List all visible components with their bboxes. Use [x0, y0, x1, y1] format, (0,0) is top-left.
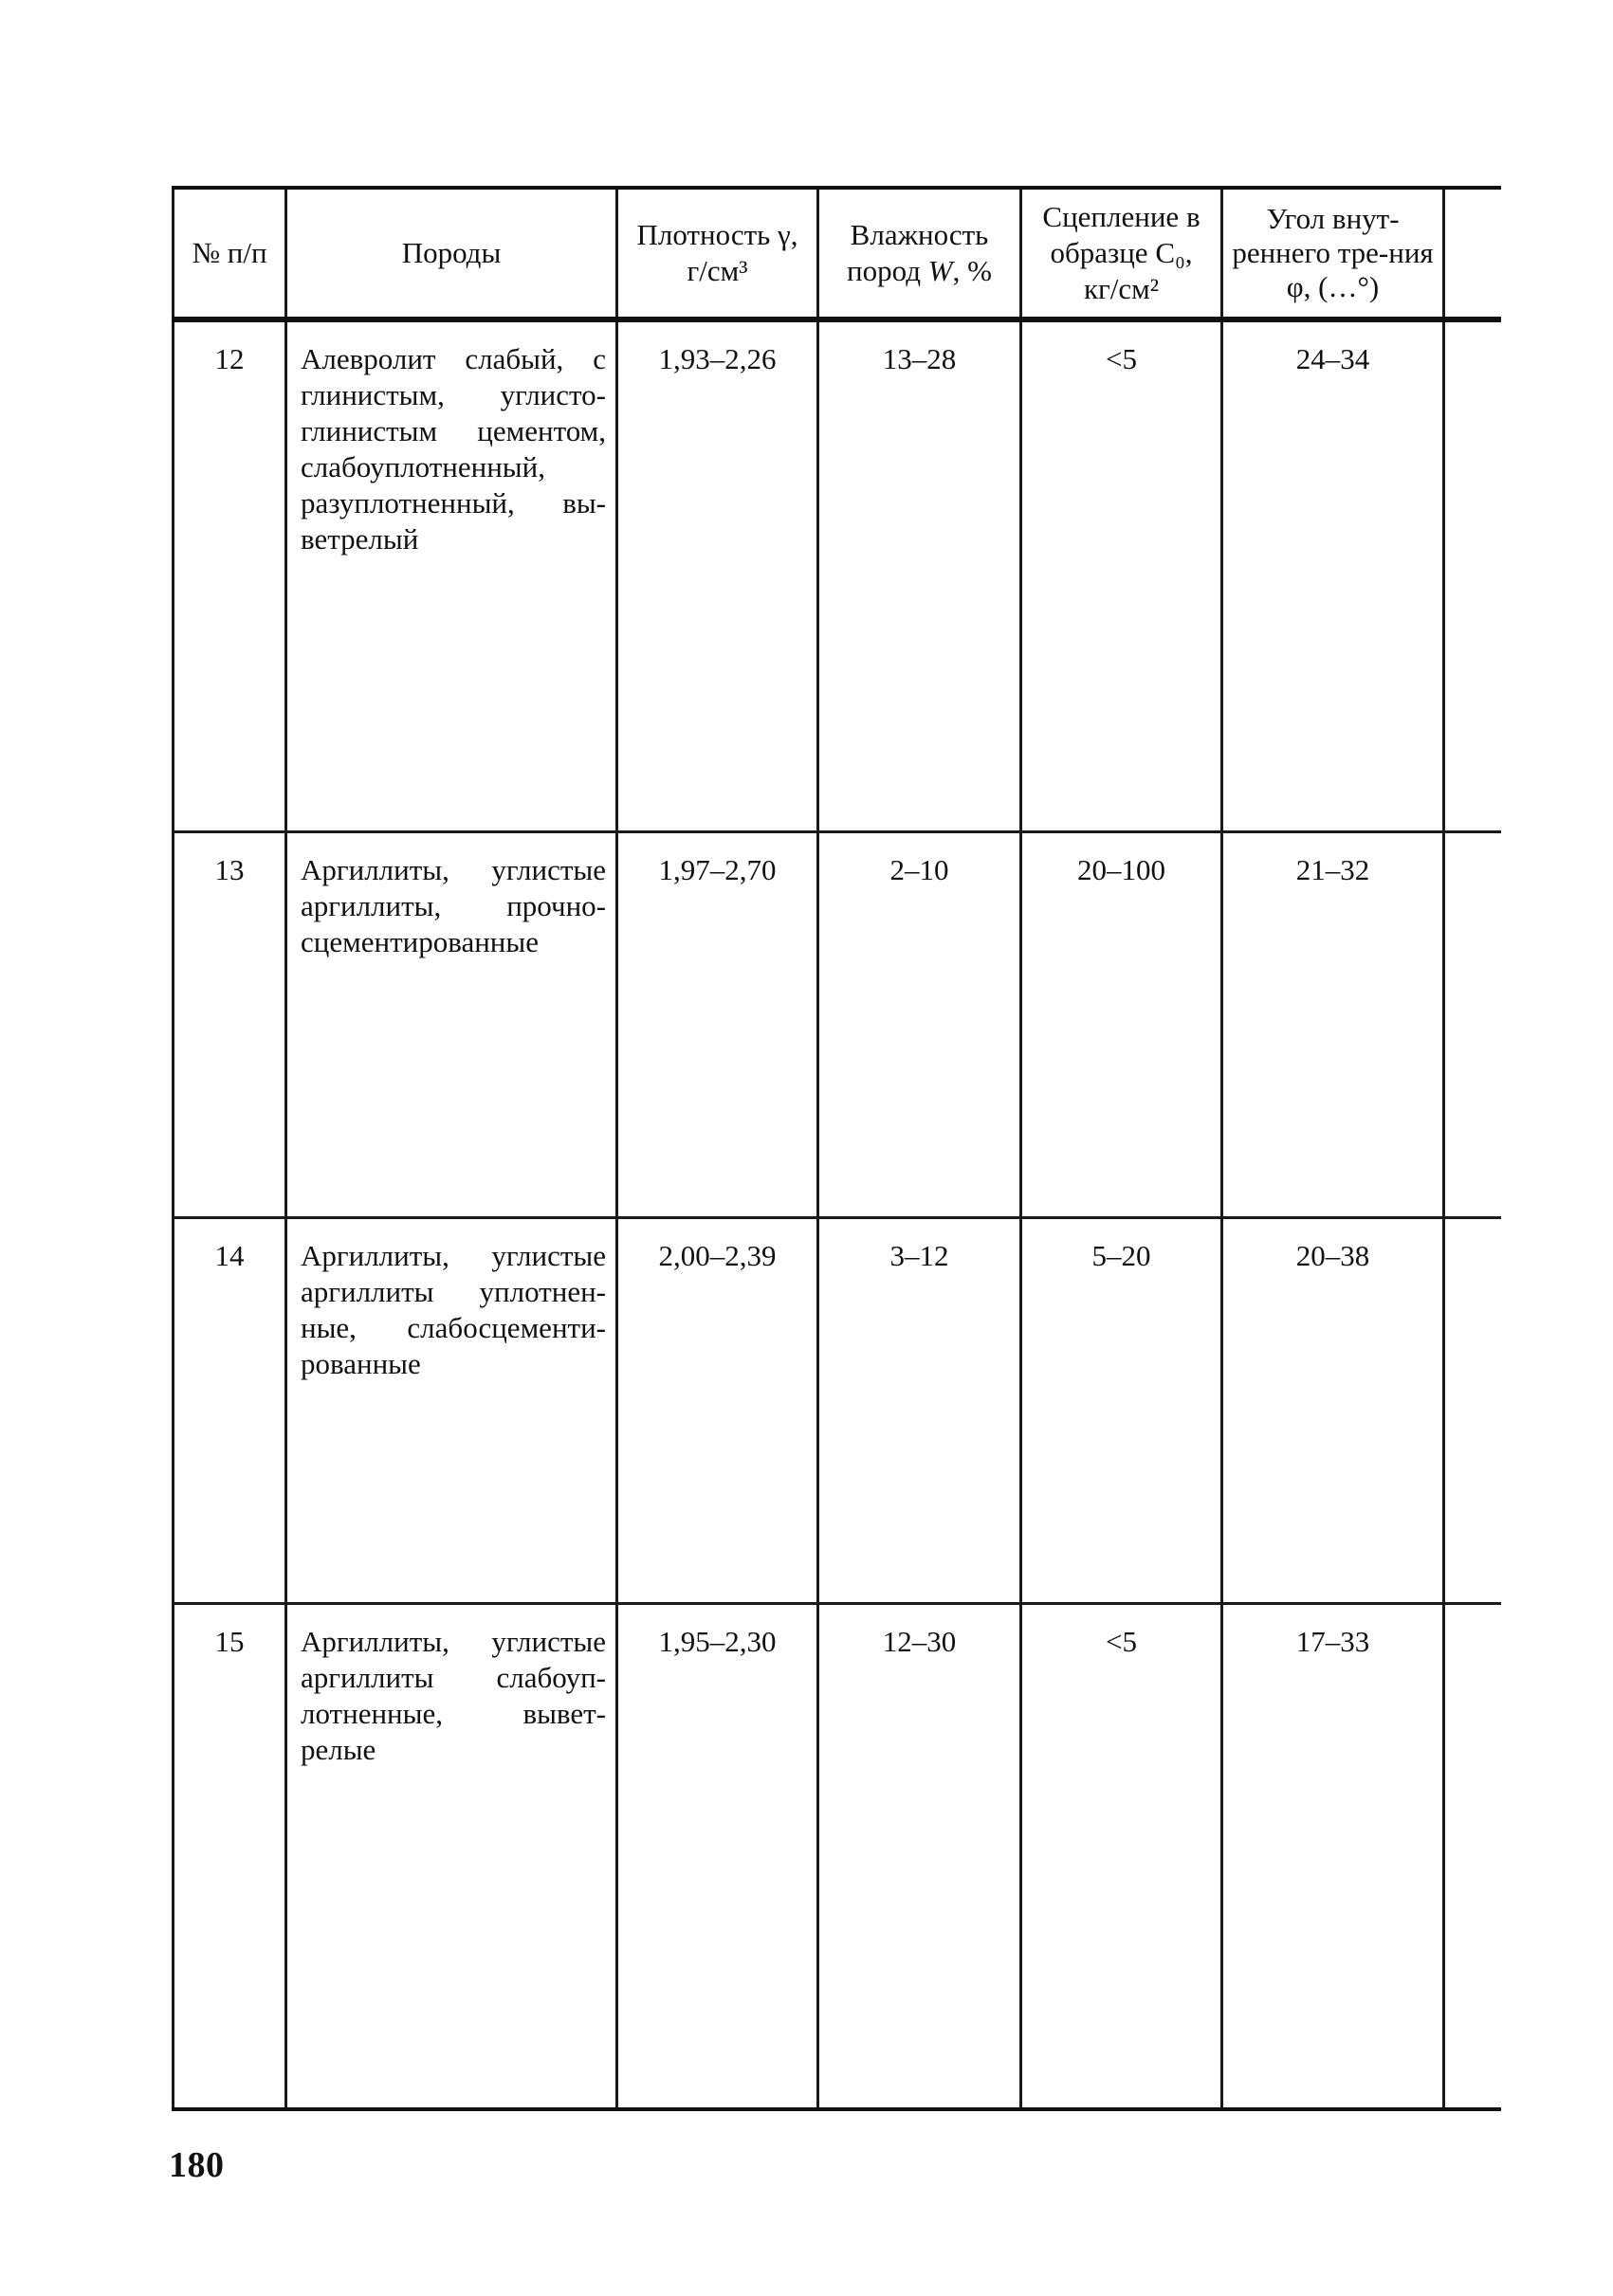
cut-off-cell [1444, 319, 1501, 832]
density-value: 1,93–2,26 [617, 319, 818, 832]
moisture-value: 3–12 [818, 1218, 1021, 1604]
rock-description: Аргиллиты, углистые аргиллиты уплотнен-ные, слабосцементи-рованные [286, 1218, 617, 1604]
moisture-value: 2–10 [818, 832, 1021, 1218]
rock-description: Алевролит слабый, с глинистым, углисто-глинистым цементом, слабоуплотненный, разуплотненный, вы-ветрелый [286, 319, 617, 832]
rock-description: Аргиллиты, углистые аргиллиты слабоуп-лотненные, вывет-релые [286, 1604, 617, 2110]
table-row [174, 832, 1501, 1218]
row-number: 14 [174, 1218, 286, 1604]
table-row [174, 319, 1501, 832]
cut-off-cell [1444, 832, 1501, 1218]
header-density: Плотность γ, г/см³ [617, 188, 818, 319]
row-number: 12 [174, 319, 286, 832]
row-number: 15 [174, 1604, 286, 2110]
cohesion-value: 5–20 [1021, 1218, 1222, 1604]
rock-properties-table [172, 186, 1501, 2111]
header-moisture [818, 188, 1021, 319]
friction-angle-value: 17–33 [1222, 1604, 1444, 2110]
density-value: 1,95–2,30 [617, 1604, 818, 2110]
header-cut-off-column [1444, 188, 1501, 319]
cohesion-value: <5 [1021, 1604, 1222, 2110]
table-row [174, 1604, 1501, 2110]
friction-angle-value: 24–34 [1222, 319, 1444, 832]
friction-angle-value: 21–32 [1222, 832, 1444, 1218]
table-header-row [174, 188, 1501, 319]
header-moisture-unit: , % [952, 254, 992, 287]
header-rock: Породы [286, 188, 617, 319]
friction-angle-value: 20–38 [1222, 1218, 1444, 1604]
cohesion-value: <5 [1021, 319, 1222, 832]
cohesion-value: 20–100 [1021, 832, 1222, 1218]
header-moisture-symbol: W [927, 254, 953, 287]
table-row [174, 1218, 1501, 1604]
page-number: 180 [169, 2145, 225, 2185]
header-moisture-text: Влажность пород [847, 218, 989, 287]
header-cohesion: Сцепление в образце C₀, кг/см² [1021, 188, 1222, 319]
density-value: 1,97–2,70 [617, 832, 818, 1218]
density-value: 2,00–2,39 [617, 1218, 818, 1604]
header-friction-angle: Угол внут-реннего тре-ния φ, (…°) [1222, 188, 1444, 319]
header-num: № п/п [174, 188, 286, 319]
cut-off-cell [1444, 1604, 1501, 2110]
rock-description: Аргиллиты, углистые аргиллиты, прочно-сцементированные [286, 832, 617, 1218]
moisture-value: 13–28 [818, 319, 1021, 832]
row-number: 13 [174, 832, 286, 1218]
moisture-value: 12–30 [818, 1604, 1021, 2110]
cut-off-cell [1444, 1218, 1501, 1604]
